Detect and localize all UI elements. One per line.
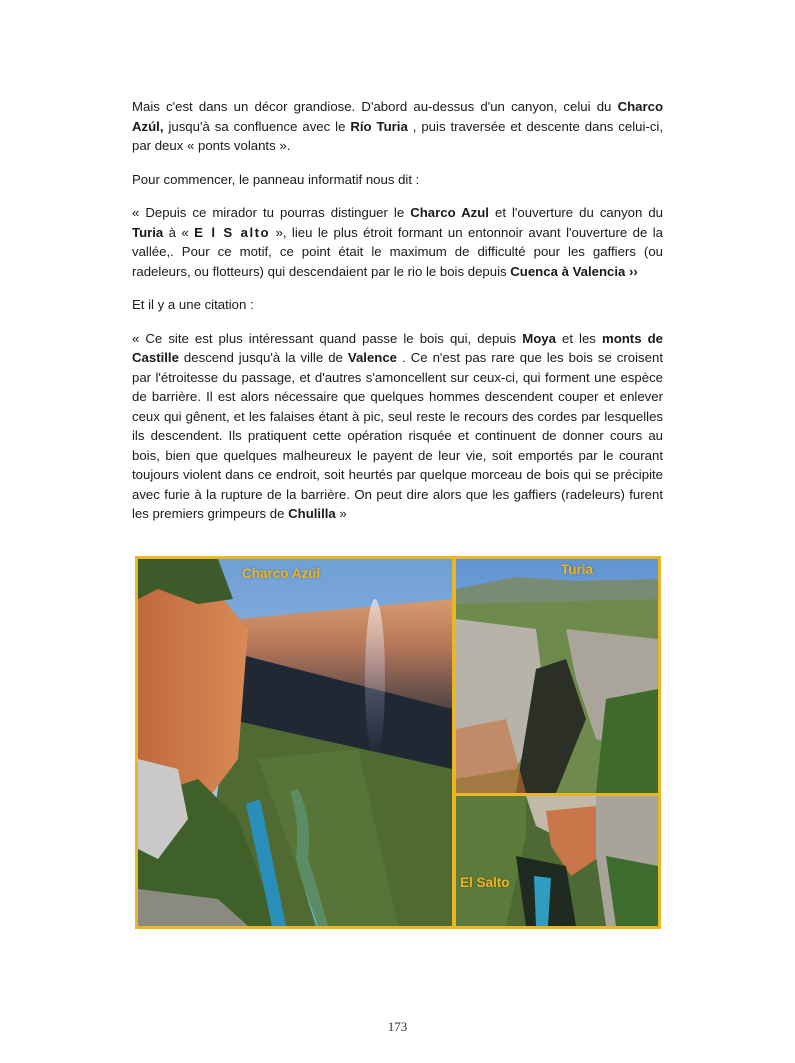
text-span: , puis traversée et descente dans celui-ci, par deux « ponts volants ». xyxy=(132,118,664,153)
bold-text: ›› xyxy=(629,263,638,279)
paragraph-panel-intro: Pour commencer, le panneau informatif nous dit : xyxy=(132,171,420,187)
page-number: 173 xyxy=(387,1019,408,1034)
text-span: et l'ouverture du canyon du xyxy=(488,205,664,220)
text-span: jusqu'à sa confluence avec le xyxy=(163,118,351,134)
paragraph-panel-quote xyxy=(132,203,663,281)
bold-text: Chulilla xyxy=(288,506,336,521)
bold-text: Charco Azúl, xyxy=(132,99,663,134)
bold-text: E l S alto xyxy=(194,224,271,240)
text-span: » xyxy=(335,506,347,521)
photo-label-el-salto: El Salto xyxy=(460,875,510,890)
bold-text: Valence xyxy=(347,350,398,365)
paragraph-citation xyxy=(132,329,663,524)
paragraph-citation-intro: Et il y a une citation : xyxy=(132,297,254,312)
turia-photo-image xyxy=(456,559,658,793)
photo-el-salto xyxy=(456,796,658,926)
text-span: Mais c'est dans un décor grandiose. D'abord au-dessus d'un canyon, celui du xyxy=(132,99,618,114)
paragraph-intro xyxy=(132,97,663,156)
bold-text: Río Turia xyxy=(350,118,408,134)
text-span: », lieu le plus étroit formant un entonnoir avant l'ouverture de la vallée,. Pour ce motif, ce point était le maximum de difficulté pour les gaffiers (ou radeleurs, ou flotteurs) qui descendaient par le rio le bois depuis xyxy=(132,224,663,279)
photo-label-charco-azul: Charco Azúl xyxy=(242,566,321,581)
bold-text: Charco Azul xyxy=(410,205,489,220)
photo-turia xyxy=(456,559,658,793)
text-span: descend jusqu'à la ville de xyxy=(178,350,348,365)
text-span: « Depuis ce mirador tu pourras distinguer le xyxy=(132,205,411,220)
bold-text: Moya xyxy=(522,330,556,346)
text-span: « Ce site est plus intéressant quand passe le bois qui, depuis xyxy=(132,330,523,346)
photo-charco-azul xyxy=(138,559,452,926)
photo-label-turia: Turia xyxy=(561,562,594,577)
text-span: et les xyxy=(555,330,602,346)
text-span: à « xyxy=(163,224,195,240)
bold-text: monts de Castille xyxy=(132,330,663,365)
bold-text: Cuenca à Valencia xyxy=(510,263,626,279)
photo-collage xyxy=(135,556,661,929)
body-text xyxy=(132,97,663,538)
text-span: . Ce n'est pas rare que les bois se croisent par l'étroitesse du passage, et d'autres s'amoncellent sur ceux-ci, qui forment une espèce de barrière. Il est alors nécessaire que quelques hommes descendent couper et enlever ceux qui gênent, et les falaises étant à pic, seul reste le recours des cordes par lesquelles ils descendent. Ils pratiquent cette opération risquée et continuent de donner cours au bois, bien que quelques malheureux le payent de leur vie, soit emportés par le courant toujours violent dans ce endroit, soit heurtés par quelque morceau de bois qui se précipite avec furie à la rupture de la barrière. On peut dire alors que les gaffiers (radeleurs) furent les premiers grimpeurs de xyxy=(132,350,663,521)
salto-photo-image xyxy=(456,796,658,926)
canyon-photo-image xyxy=(138,559,452,926)
bold-text: Turia xyxy=(132,224,164,240)
